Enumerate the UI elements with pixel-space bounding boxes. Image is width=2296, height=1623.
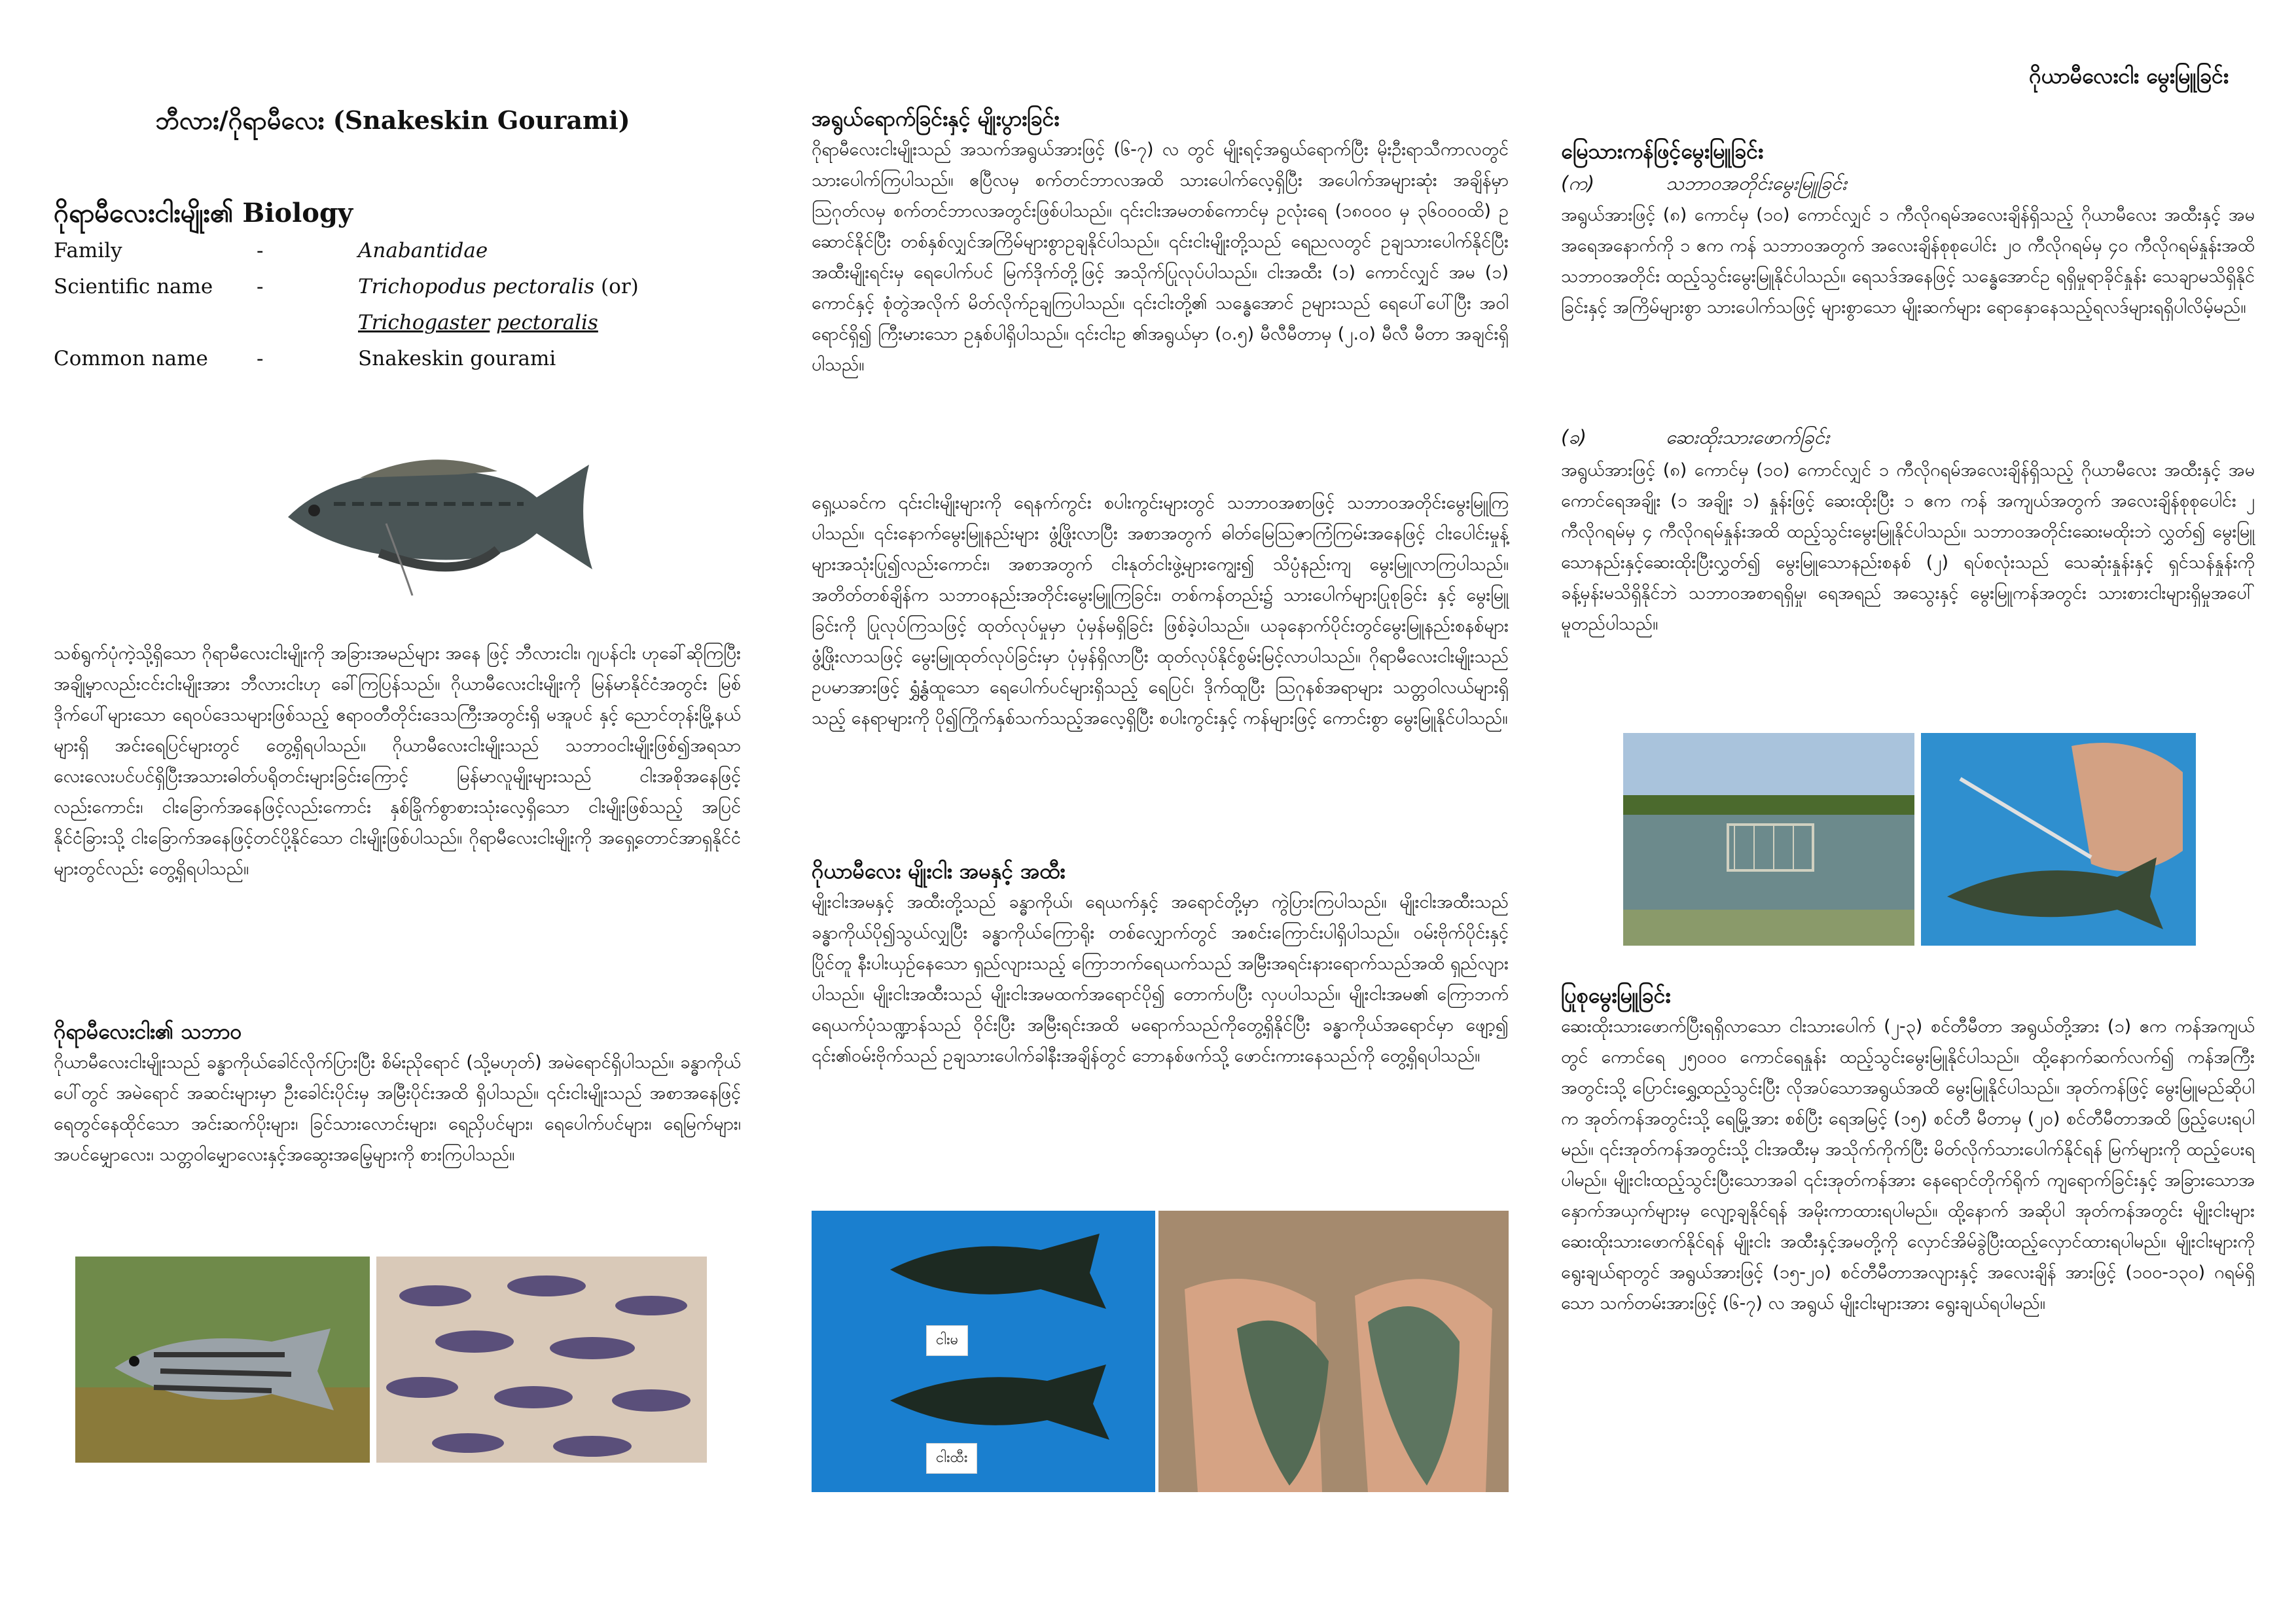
- bio-value-italic: Trichopodus pectoralis: [358, 275, 595, 298]
- cage-paragraph: ဆေးထိုးသားဖောက်ပြီးရရှိလာသော ငါးသားပေါက် (၂-၃) စင်တီမီတာ အရွယ်တို့အား (၁) ဧက ကန်အကျယ်တွင် ကောင်ရေ ၂၅၀၀၀ ကောင်ရေနှုန်း ထည့်သွင်းမွေးမြူနိုင်ပါသည်။ ထို့နောက်ဆက်လက်၍ ကန်အကြီးအတွင်းသို့ ပြောင်းရွှေ့ထည့်သွင်းပြီး လိုအပ်သောအရွယ်အထိ မွေးမြူနိုင်ပါသည်။ အုတ်ကန်ဖြင့် မွေးမြူမည်ဆိုပါက အုတ်ကန်အတွင်းသို့ ရေမြို့အား စစ်ပြီး ရေအမြင့် (၁၅) စင်တီ မီတာမှ (၂၀) စင်တီမီတာအထိ ဖြည့်ပေးရပါမည်။ ၎င်းအုတ်ကန်အတွင်းသို့ ငါးအထီးမှ အသိုက်ကိုက်ပြီး မိတ်လိုက်သားပေါက်နိုင်ရန် မြက်များကို ထည့်ပေးရပါမည်။ မျိုးငါးထည့်သွင်းပြီးသောအခါ ၎င်းအုတ်ကန်အား နေရောင်တိုက်ရိုက် ကျရောက်ခြင်းနှင့် အခြားသောအနှောက်အယှက်များမှ လျော့ချနိုင်ရန် အမိုးကာထားရပါမည်။ ထို့နောက် အဆိုပါ အုတ်ကန်အတွင်း မျိုးငါးများ ဆေးထိုးသားဖောက်နိုင်ရန် မျိုးငါး အထီးနှင့်အမတို့ကို လှောင်အိမ်ခွဲပြီးထည့်လှောင်ထားရပါမည်။ မျိုးငါးများကို ရွေးချယ်ရာတွင် အရွယ်အားဖြင့် (၁၅-၂၀) စင်တီမီတာအလျားနှင့် အလေးချိန် အားဖြင့် (၁၀၀-၁၃၀) ဂရမ်ရှိသော သက်တမ်းအားဖြင့် (၆-၇) လ အရွယ် မျိုးငါးများအား ရွေးချယ်ရပါမည်။: [1561, 1016, 2255, 1313]
- sub-b-number: (ခ): [1561, 426, 1587, 448]
- bio-key: Family: [54, 239, 122, 262]
- fish-inspection-photo: [1921, 733, 2196, 946]
- bio-key: Scientific name: [54, 275, 213, 298]
- sub-a-heading: [1561, 171, 1847, 200]
- gourami-fish-image: [262, 419, 602, 596]
- column-3: [1561, 0, 2255, 1623]
- biology-table: [54, 239, 643, 383]
- sub-b-paragraph: အရွယ်အားဖြင့် (၈) ကောင်မှ (၁၀) ကောင်လျှင် ၁ ကီလိုဂရမ်အလေးချိန်ရှိသည့် ဂိုယာမီလေး အထီးနှင့် အမ ကောင်ရေအချိုး (၁ အချိုး ၁) နှုန်းဖြင့် ဆေးထိုးပြီး ၁ ဧက ကန် အကျယ်အတွက် အလေးချိန်စုစုပေါင်း ၂ ကီလိုဂရမ်မှ ၄ ကီလိုဂရမ်နှုန်းအထိ ထည့်သွင်းမွေးမြူနိုင်ပါသည်။ သဘာဝအတိုင်းဆေးမထိုးဘဲ လွှတ်၍ မွေးမြူသောနည်းနှင့်ဆေးထိုးပြီးလွှတ်၍ မွေးမြူသောနည်းစနစ် (၂) ရပ်စလုံးသည် သေဆုံးနှုန်းနှင့် ရှင်သန်နှုန်းကို ခန့်မှန်းမသိရှိနိုင်ဘဲ သဘာဝအစာရရှိမှု၊ ရေအရည် အသွေးနှင့် မွေးမြူကန်အတွင်း သားစားငါးများရှိမှုအပေါ်မူတည်ပါသည်။: [1561, 460, 2255, 634]
- sub-a-number: (က): [1561, 172, 1595, 194]
- breeding-paragraph: ရှေ့ယခင်က ၎င်းငါးမျိုးများကို ရေနက်ကွင်း စပါးကွင်းများတွင် သဘာဝအစာဖြင့် သဘာဝအတိုင်းမွေးမြူကြပါသည်။ ၎င်းနောက်မွေးမြူနည်းများ ဖွံ့ဖြိုးလာပြီး အစာအတွက် ဓါတ်မြေဩဇာကြံကြမ်းအနေဖြင့် ငါးပေါင်းမှုန့်များအသုံးပြု၍လည်းကောင်း၊ အစာအတွက် ငါးနုတ်ငါးဖွဲ့များကျွေး၍ သိပ္ပံနည်းကျ မွေးမြူလာကြပါသည်။ အတိတ်တစ်ချိန်က သဘာဝနည်းအတိုင်းမွေးမြူကြခြင်း၊ တစ်ကန်တည်း၌ သားပေါက်များပြုစုခြင်း နှင့် မွေးမြူခြင်းကို ပြုလုပ်ကြသဖြင့် ထုတ်လုပ်မှုမှာ ပုံမှန်မရှိခြင်း ဖြစ်ခဲ့ပါသည်။ ယခုနောက်ပိုင်းတွင်မွေးမြူနည်းစနစ်များဖွံ့ဖြိုးလာသဖြင့် မွေးမြူထုတ်လုပ်ခြင်းမှာ ပုံမှန်ရှိလာပြီး ထုတ်လုပ်နိုင်စွမ်းမြင့်လာပါသည်။ ဂိုရာမီလေးငါးမျိုးသည် ဥပမာအားဖြင့် ရွှံ့နွံထူသော ရေပေါက်ပင်များရှိသည့် ရေပြင်၊ ဒိုက်ထူပြီး သြဂုနစ်အရာများ သတ္တဝါလယ်များရှိသည့် နေရာများကို ပို၍ကြိုက်နှစ်သက်သည့်အလေ့ရှိပြီး စပါးကွင်းနှင့် ကန်များဖြင့် ကောင်းစွာ မွေးမြူနိုင်ပါသည်။: [812, 493, 1509, 728]
- pond-cage-photo: [1623, 733, 1914, 946]
- bio-dash: -: [257, 347, 264, 370]
- running-title: ဂိုယာမီလေးငါး မွေးမြူခြင်း: [2029, 63, 2229, 88]
- sub-a-label: သဘာဝအတိုင်းမွေးမြူခြင်း: [1666, 172, 1847, 194]
- male-label: ငါးထီး: [926, 1443, 977, 1474]
- bio-row-family: [54, 239, 643, 275]
- maturity-paragraph: ဂိုရာမီလေးငါးမျိုးသည် အသက်အရွယ်အားဖြင့် (၆-၇) လ တွင် မျိုးရင့်အရွယ်ရောက်ပြီး မိုးဦးရာသီကာလတွင် သားပေါက်ကြပါသည်။ ဧပြီလမှ စက်တင်ဘာလအထိ သားပေါက်လေ့ရှိပြီး အပေါက်အများဆုံး အချိန်မှာ ဩဂုတ်လမှ စက်တင်ဘာလအတွင်းဖြစ်ပါသည်။ ၎င်းငါးအမတစ်ကောင်မှ ဥလုံးရေ (၁၈၀၀၀ မှ ၃၆၀၀၀ထိ) ဥဆောင်နိုင်ပြီး တစ်နှစ်လျှင်အကြိမ်များစွာဥချနိုင်ပါသည်။ ၎င်းငါးမျိုးတို့သည် ရေညလတွင် ဥချသားပေါက်နိုင်ပြီး အထီးမျိုးရင်းမှ ရေပေါက်ပင် မြက်ဒိုက်တို့ဖြင့် အသိုက်ပြုလုပ်ပါသည်။ ငါးအထီး (၁) ကောင်လျှင် အမ (၁) ကောင်နှင့် စုံတွဲအလိုက် မိတ်လိုက်ဥချကြပါသည်။ ၎င်းငါးတို့၏ သန္ဓေအောင် ဥများသည် ရေပေါ်ပေါ်ပြီး အဝါရောင်ရှိ၍ ကြီးမားသော ဥနှစ်ပါရှိပါသည်။ ၎င်းငါးဥ ၏အရွယ်မှာ (၀.၅) မီလီမီတာမှ (၂.၀) မီလီ မီတာ အချင်းရှိပါသည်။: [812, 139, 1509, 375]
- bio-key: Common name: [54, 347, 208, 370]
- bio-row-common: [54, 347, 643, 383]
- biology-heading: ဂိုရာမီလေးငါးမျိုး၏ Biology: [54, 198, 353, 228]
- column-1: [46, 0, 740, 1623]
- sub-b-heading: [1561, 425, 1829, 454]
- female-label: ငါးမ: [926, 1325, 968, 1356]
- sex-heading: ဂိုယာမီလေး မျိုးငါး အမနှင့် အထီး: [812, 859, 1066, 883]
- fish-in-hands-photo: [1158, 1211, 1509, 1492]
- bio-value: [358, 311, 598, 334]
- bio-value: Anabantidae: [358, 239, 488, 262]
- gourami-side-photo: [75, 1257, 370, 1463]
- nature-heading: ဂိုရာမီလေးငါး၏ သဘာဝ: [54, 1019, 242, 1044]
- bio-value: Snakeskin gourami: [358, 347, 556, 370]
- gourami-school-photo: [376, 1257, 707, 1463]
- nature-paragraph: ဂိုယာမီလေးငါးမျိုးသည် ခန္ဓာကိုယ်ခေါင်လိုက်ပြားပြီး စိမ်းညိုရောင် (သို့မဟုတ်) အမဲရောင်ရှိပါသည်။ ခန္ဓာကိုယ်ပေါ်တွင် အမဲရောင် အဆင်းများမှာ ဦးခေါင်းပိုင်းမှ အမြီးပိုင်းအထိ ရှိပါသည်။ ၎င်းငါးမျိုးသည် အစာအနေဖြင့် ရေတွင်နေထိုင်သော အင်းဆက်ပိုးများ၊ ခြင်သားလောင်းများ၊ ရေညှိပင်များ၊ ရေပေါက်ပင်များ၊ ရေမြက်များ၊ အပင်မျှောလေး၊ သတ္တဝါမျှောလေးနှင့်အဆွေးအမြေ့များကို စားကြပါသည်။: [54, 1052, 741, 1165]
- bio-value: [358, 275, 639, 298]
- bio-value-species: pectoralis: [496, 311, 598, 334]
- bio-dash: -: [257, 275, 264, 298]
- sex-paragraph: မျိုးငါးအမနှင့် အထီးတို့သည် ခန္ဓာကိုယ်၊ ရေယက်နှင့် အရောင်တို့မှာ ကွဲပြားကြပါသည်။ မျိုးငါးအထီးသည်ခန္ဓာကိုယ်ပို၍သွယ်လျှပြီး ခန္ဓာကိုယ်ကြောရိုး တစ်လျှောက်တွင် အစင်းကြောင်းပါရှိပါသည်။ ဝမ်းဗိုက်ပိုင်းနှင့် ပြိုင်တူ နီးပါးယှဉ်နေသော ရှည်လျားသည့် ကြောဘက်ရေယက်သည် အမြီးအရင်းနားရောက်သည်အထိ ရှည်လျားပါသည်။ မျိုးငါးအထီးသည် မျိုးငါးအမထက်အရောင်ပို၍ တောက်ပပြီး လှပပါသည်။ မျိုးငါးအမ၏ ကြောဘက်ရေယက်ပုံသဏ္ဍာန်သည် ဝိုင်းပြီး အမြီးရင်းအထိ မရောက်သည်ကိုတွေ့ရှိနိုင်ပြီး ခန္ဓာကိုယ်အရောင်မှာ ဖျော့၍ ၎င်း၏ဝမ်းဗိုက်သည် ဥချသားပေါက်ခါနီးအချိန်တွင် ဘောနစ်ဖက်သို့ ဖောင်းကားနေသည်ကို တွေ့ရှိရပါသည်။: [812, 892, 1509, 1066]
- cage-heading: ပြုစုမွေးမြူခြင်း: [1561, 983, 1671, 1008]
- bio-row-scientific: [54, 275, 643, 311]
- sub-a-paragraph: အရွယ်အားဖြင့် (၈) ကောင်မှ (၁၀) ကောင်လျှင် ၁ ကီလိုဂရမ်အလေးချိန်ရှိသည့် ဂိုယာမီလေး အထီးနှင့် အမ အရေအနောက်ကို ၁ ဧက ကန် သဘာဝအတွက် အလေးချိန်စုစုပေါင်း ၂၀ ကီလိုဂရမ်မှ ၄၀ ကီလိုဂရမ်နှုန်းအထိ သဘာဝအတိုင်း ထည့်သွင်းမွေးမြူနိုင်ပါသည်။ ရေသဒ်အနေဖြင့် သန္ဓေအောင်ဥ ရရှိမှုရာခိုင်နှုန်း သေချာမသိရှိနိုင်ခြင်းနှင့် အကြိမ်များစွာ သားပေါက်သဖြင့် များစွာသော မျိုးဆက်များ ရောနှောနေသည့်ရလဒ်များရရှိပါလိမ့်မည်။: [1561, 205, 2255, 317]
- bio-row-synonym: [54, 311, 643, 347]
- bio-value-tail: (or): [594, 275, 639, 298]
- column-2: [812, 0, 1509, 1623]
- female-male-photo: [812, 1211, 1155, 1492]
- maturity-heading: အရွယ်ရောက်ခြင်းနှင့် မျိုးပွားခြင်း: [812, 106, 1060, 131]
- sub-b-label: ဆေးထိုးသားဖောက်ခြင်း: [1666, 426, 1829, 448]
- pond-heading: မြေသားကန်ဖြင့်မွေးမြူခြင်း: [1561, 139, 1764, 164]
- intro-paragraph: သစ်ရွက်ပုံကဲ့သို့ရှိသော ဂိုရာမီလေးငါးမျိုးကို အခြားအမည်များ အနေ ဖြင့် ဘီလားငါး၊ ဂျပန်ငါး ဟုခေါ်ဆိုကြပြီး အချို့မှာလည်းငင်းငါးမျိုးအား ဘီလားငါးဟု ခေါ်ကြပြန်သည်။ ဂိုယာမီလေးငါးမျိုးကို မြန်မာနိုင်ငံအတွင်း မြစ်ဒိုက်ပေါ်များသော ရေဝပ်ဒေသများဖြစ်သည့် ဧရာဝတီတိုင်းဒေသကြီးအတွင်းရှိ မအူပင် နှင့် ညောင်တုန်းမြို့နယ်များရှိ အင်းရေပြင်များတွင် တွေ့ရှိရပါသည်။ ဂိုယာမီလေးငါးမျိုးသည် သဘာဝငါးမျိုးဖြစ်၍အရသာလေးလေးပင်ပင်ရှိပြီးအသားဓါတ်ပရိုတင်းများခြင်းကြောင့် မြန်မာလူမျိုးများသည် ငါးအစိုအနေဖြင့်လည်းကောင်း၊ ငါးခြောက်အနေဖြင့်လည်းကောင်း နှစ်ခြိုက်စွာစားသုံးလေ့ရှိသော ငါးမျိုးဖြစ်သည့် အပြင် နိုင်ငံခြားသို့ ငါးခြောက်အနေဖြင့်တင်ပို့နိုင်သော ငါးမျိုးဖြစ်ပါသည်။ ဂိုရာမီလေးငါးမျိုးကို အရှေ့တောင်အာရှနိုင်ငံများတွင်လည်း တွေ့ရှိရပါသည်။: [54, 643, 741, 879]
- bio-value-genus: Trichogaster: [358, 311, 490, 334]
- bio-dash: -: [257, 239, 264, 262]
- document-title: ဘီလား/ဂိုရာမီလေး (Snakeskin Gourami): [155, 105, 630, 135]
